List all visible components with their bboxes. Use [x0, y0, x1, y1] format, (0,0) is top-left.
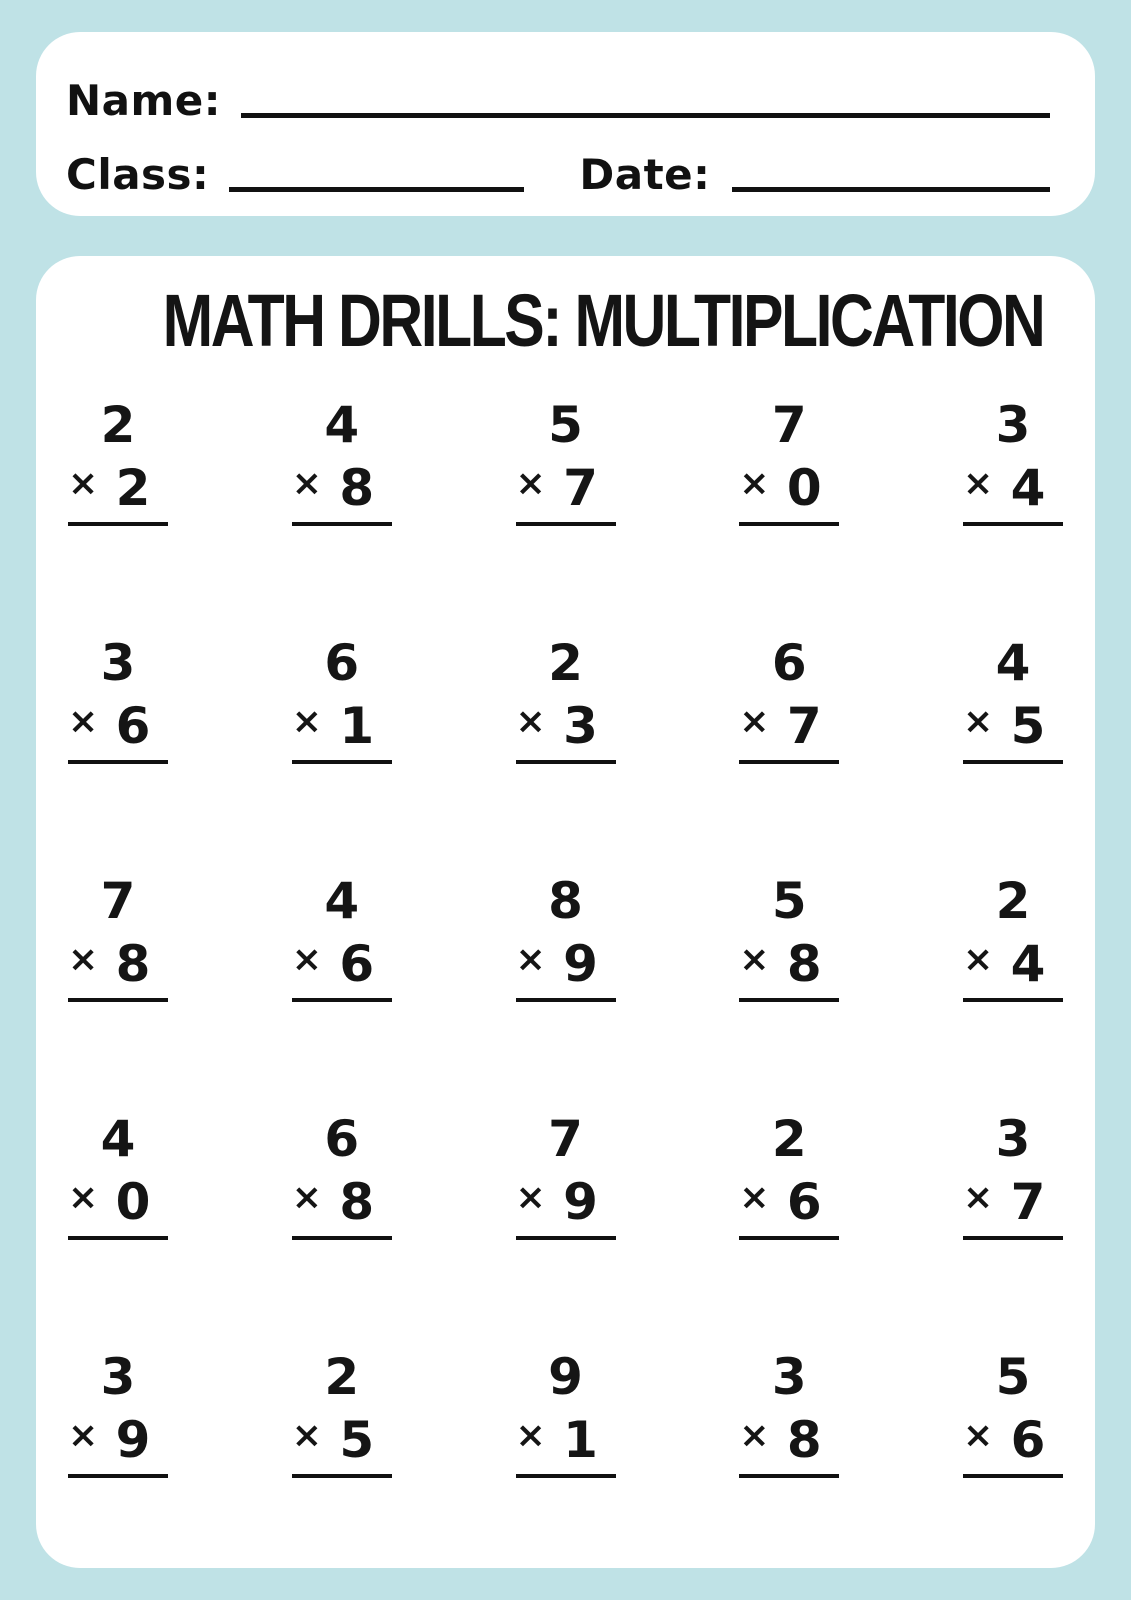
bottom-row — [291, 935, 392, 993]
student-info-card — [36, 32, 1095, 216]
top-operand: 5 — [995, 1348, 1031, 1406]
multiplication-problem-17 — [291, 1110, 392, 1240]
multiplication-problem-8 — [515, 634, 616, 764]
answer-line — [292, 1236, 392, 1240]
answer-line — [68, 1474, 168, 1478]
multiplication-problem-22 — [291, 1348, 392, 1478]
bottom-operand: 8 — [339, 1173, 375, 1231]
multiply-icon: × — [291, 701, 322, 742]
answer-line — [516, 760, 616, 764]
multiply-icon: × — [739, 1177, 770, 1218]
multiplication-problem-20 — [963, 1110, 1063, 1240]
multiply-icon: × — [291, 939, 322, 980]
multiplication-problem-13 — [515, 872, 616, 1002]
bottom-operand: 0 — [786, 459, 822, 517]
problems-grid — [66, 396, 1065, 1478]
multiplication-problem-12 — [291, 872, 392, 1002]
bottom-operand: 7 — [1010, 1173, 1046, 1231]
answer-line — [516, 1236, 616, 1240]
multiply-icon: × — [963, 1415, 994, 1456]
multiplication-problem-19 — [739, 1110, 839, 1240]
bottom-row — [515, 697, 616, 755]
bottom-operand: 8 — [786, 935, 822, 993]
multiply-icon: × — [515, 701, 546, 742]
multiply-icon: × — [68, 1177, 99, 1218]
bottom-operand: 8 — [786, 1411, 822, 1469]
bottom-row — [739, 697, 839, 755]
answer-line — [963, 1474, 1063, 1478]
bottom-row — [739, 1173, 839, 1231]
bottom-operand: 5 — [339, 1411, 375, 1469]
bottom-operand: 4 — [1010, 459, 1046, 517]
bottom-operand: 5 — [1010, 697, 1046, 755]
bottom-operand: 1 — [563, 1411, 598, 1469]
bottom-row — [291, 1411, 392, 1469]
bottom-row — [515, 935, 616, 993]
top-operand: 8 — [548, 872, 583, 930]
answer-line — [516, 998, 616, 1002]
multiplication-problem-21 — [68, 1348, 168, 1478]
multiply-icon: × — [291, 463, 322, 504]
bottom-operand: 0 — [115, 1173, 151, 1231]
multiplication-problem-18 — [515, 1110, 616, 1240]
bottom-row — [963, 697, 1063, 755]
top-operand: 6 — [771, 634, 807, 692]
answer-line — [68, 522, 168, 526]
top-operand: 3 — [995, 1110, 1031, 1168]
top-operand: 7 — [100, 872, 136, 930]
multiplication-problem-24 — [739, 1348, 839, 1478]
multiply-icon: × — [515, 463, 546, 504]
top-operand: 2 — [324, 1348, 360, 1406]
multiply-icon: × — [68, 1415, 99, 1456]
answer-line — [292, 998, 392, 1002]
top-operand: 4 — [995, 634, 1031, 692]
bottom-row — [739, 459, 839, 517]
bottom-row — [963, 459, 1063, 517]
multiply-icon: × — [739, 701, 770, 742]
multiply-icon: × — [739, 463, 770, 504]
date-label: Date: — [579, 149, 711, 199]
multiply-icon: × — [291, 1177, 322, 1218]
top-operand: 7 — [771, 396, 807, 454]
bottom-operand: 6 — [786, 1173, 822, 1231]
multiplication-problem-14 — [739, 872, 839, 1002]
answer-line — [68, 760, 168, 764]
top-operand: 9 — [548, 1348, 583, 1406]
answer-line — [516, 522, 616, 526]
top-operand: 6 — [324, 1110, 360, 1168]
answer-line — [292, 1474, 392, 1478]
answer-line — [292, 522, 392, 526]
multiply-icon: × — [515, 1415, 546, 1456]
top-operand: 4 — [100, 1110, 136, 1168]
bottom-row — [291, 1173, 392, 1231]
bottom-operand: 8 — [339, 459, 375, 517]
multiply-icon: × — [68, 939, 99, 980]
top-operand: 5 — [548, 396, 583, 454]
multiplication-problem-2 — [291, 396, 392, 526]
bottom-row — [963, 1411, 1063, 1469]
top-operand: 3 — [100, 1348, 136, 1406]
top-operand: 7 — [548, 1110, 583, 1168]
bottom-operand: 7 — [563, 459, 598, 517]
name-row — [66, 62, 1050, 124]
bottom-row — [739, 935, 839, 993]
bottom-row — [291, 697, 392, 755]
bottom-row — [291, 459, 392, 517]
bottom-operand: 7 — [786, 697, 822, 755]
multiply-icon: × — [963, 939, 994, 980]
top-operand: 2 — [100, 396, 136, 454]
multiplication-problem-23 — [515, 1348, 616, 1478]
bottom-row — [68, 459, 168, 517]
multiplication-problem-10 — [963, 634, 1063, 764]
answer-line — [739, 522, 839, 526]
top-operand: 4 — [324, 396, 360, 454]
multiplication-problem-11 — [68, 872, 168, 1002]
top-operand: 6 — [324, 634, 360, 692]
multiply-icon: × — [515, 1177, 546, 1218]
bottom-row — [68, 1411, 168, 1469]
top-operand: 4 — [324, 872, 360, 930]
bottom-row — [739, 1411, 839, 1469]
top-operand: 3 — [100, 634, 136, 692]
bottom-operand: 9 — [563, 1173, 598, 1231]
bottom-operand: 8 — [115, 935, 151, 993]
multiply-icon: × — [963, 1177, 994, 1218]
bottom-operand: 6 — [339, 935, 375, 993]
multiplication-problem-15 — [963, 872, 1063, 1002]
answer-line — [516, 1474, 616, 1478]
multiplication-problem-16 — [68, 1110, 168, 1240]
answer-line — [963, 998, 1063, 1002]
top-operand: 2 — [771, 1110, 807, 1168]
bottom-row — [515, 459, 616, 517]
bottom-row — [963, 1173, 1063, 1231]
answer-line — [292, 760, 392, 764]
bottom-row — [515, 1173, 616, 1231]
bottom-operand: 4 — [1010, 935, 1046, 993]
multiply-icon: × — [291, 1415, 322, 1456]
multiplication-problem-6 — [68, 634, 168, 764]
answer-line — [739, 1474, 839, 1478]
date-blank-line — [732, 152, 1050, 192]
bottom-operand: 3 — [563, 697, 598, 755]
bottom-row — [515, 1411, 616, 1469]
class-label: Class: — [66, 149, 210, 199]
bottom-operand: 9 — [563, 935, 598, 993]
multiply-icon: × — [739, 939, 770, 980]
answer-line — [963, 522, 1063, 526]
answer-line — [739, 998, 839, 1002]
bottom-row — [68, 935, 168, 993]
bottom-row — [963, 935, 1063, 993]
bottom-operand: 2 — [115, 459, 151, 517]
worksheet-card — [36, 256, 1095, 1568]
worksheet-title — [66, 278, 1065, 362]
multiply-icon: × — [68, 701, 99, 742]
top-operand: 5 — [771, 872, 807, 930]
answer-line — [68, 1236, 168, 1240]
top-operand: 3 — [995, 396, 1031, 454]
multiplication-problem-25 — [963, 1348, 1063, 1478]
bottom-row — [68, 1173, 168, 1231]
name-label: Name: — [66, 75, 222, 125]
multiplication-problem-9 — [739, 634, 839, 764]
multiplication-problem-1 — [68, 396, 168, 526]
top-operand: 2 — [995, 872, 1031, 930]
bottom-operand: 6 — [115, 697, 151, 755]
bottom-row — [68, 697, 168, 755]
answer-line — [739, 760, 839, 764]
multiply-icon: × — [963, 463, 994, 504]
multiplication-problem-7 — [291, 634, 392, 764]
name-blank-line — [241, 78, 1050, 118]
top-operand: 2 — [548, 634, 583, 692]
multiplication-problem-5 — [963, 396, 1063, 526]
multiply-icon: × — [68, 463, 99, 504]
answer-line — [963, 760, 1063, 764]
answer-line — [963, 1236, 1063, 1240]
multiply-icon: × — [963, 701, 994, 742]
multiplication-problem-3 — [515, 396, 616, 526]
class-date-row — [66, 136, 1050, 198]
answer-line — [739, 1236, 839, 1240]
multiply-icon: × — [515, 939, 546, 980]
worksheet-title-text: MATH DRILLS: MULTIPLICATION — [162, 279, 1044, 362]
answer-line — [68, 998, 168, 1002]
bottom-operand: 6 — [1010, 1411, 1046, 1469]
bottom-operand: 9 — [115, 1411, 151, 1469]
class-blank-line — [229, 152, 524, 192]
bottom-operand: 1 — [339, 697, 375, 755]
multiplication-problem-4 — [739, 396, 839, 526]
top-operand: 3 — [771, 1348, 807, 1406]
multiply-icon: × — [739, 1415, 770, 1456]
